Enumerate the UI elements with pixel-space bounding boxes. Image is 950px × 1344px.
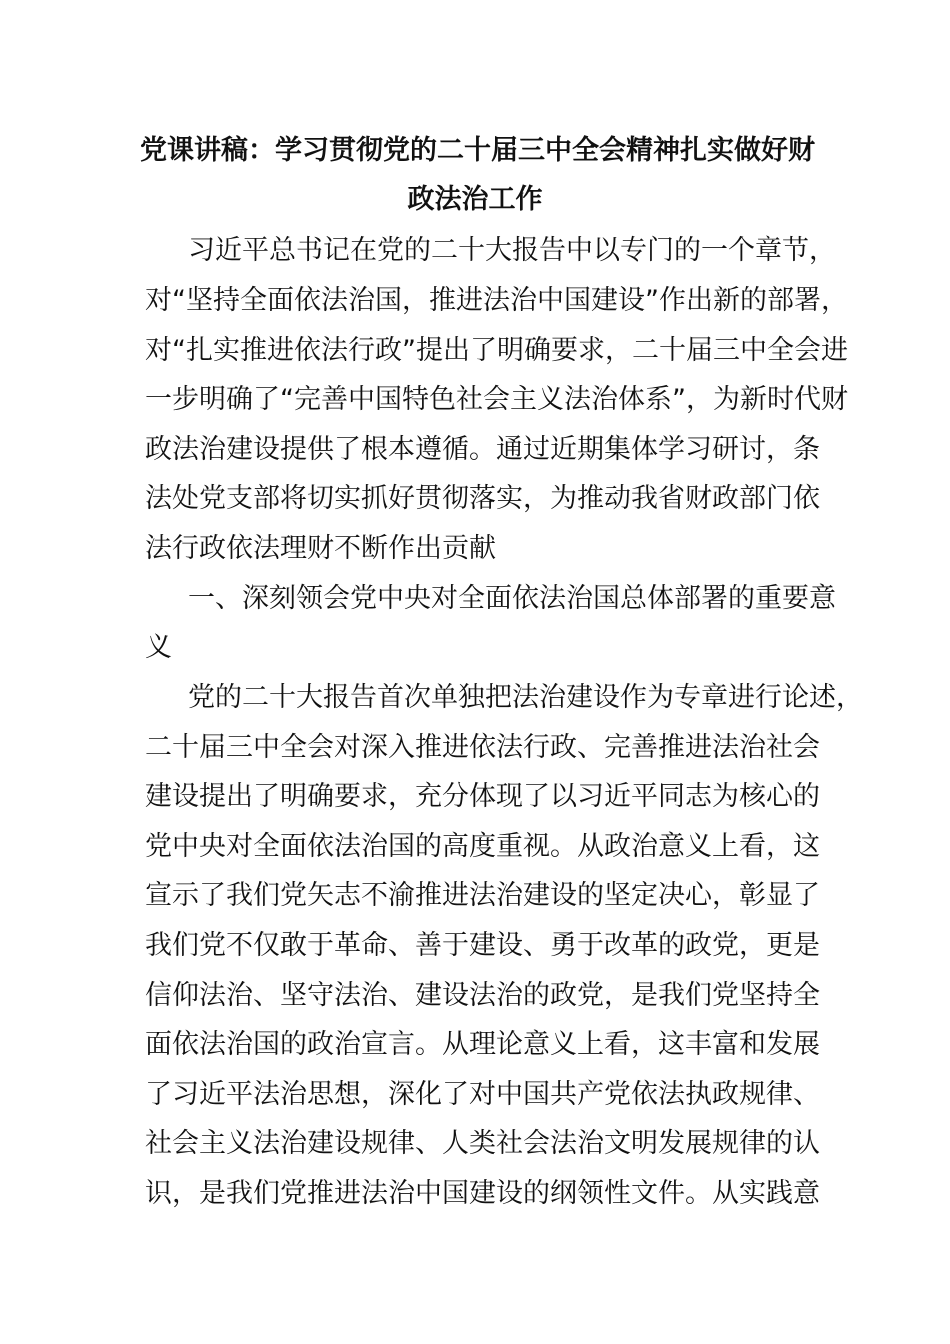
section-heading-line: 义 (145, 632, 172, 663)
paragraph-line: 对“坚持全面依法治国，推进法治中国建设”作出新的部署， (145, 285, 848, 316)
paragraph-line: 党中央对全面依法治国的高度重视。从政治意义上看，这 (145, 831, 820, 862)
paragraph-line: 我们党不仅敢于革命、善于建设、勇于改革的政党，更是 (145, 930, 820, 961)
paragraph-line: 建设提出了明确要求，充分体现了以习近平同志为核心的 (145, 781, 820, 812)
paragraph-line: 面依法治国的政治宣言。从理论意义上看，这丰富和发展 (145, 1029, 820, 1060)
paragraph-line: 法行政依法理财不断作出贡献 (145, 533, 496, 564)
paragraph-line: 宣示了我们党矢志不渝推进法治建设的坚定决心，彰显了 (145, 880, 820, 911)
paragraph-line: 政法治建设提供了根本遵循。通过近期集体学习研讨，条 (145, 434, 820, 465)
paragraph-line: 党的二十大报告首次单独把法治建设作为专章进行论述， (188, 682, 863, 713)
paragraph-line: 社会主义法治建设规律、人类社会法治文明发展规律的认 (145, 1128, 820, 1159)
paragraph-line: 信仰法治、坚守法治、建设法治的政党，是我们党坚持全 (145, 980, 820, 1011)
section-heading-line: 一、深刻领会党中央对全面依法治国总体部署的重要意 (188, 583, 836, 614)
document-title-line-2: 政法治工作 (407, 184, 543, 215)
paragraph-line: 习近平总书记在党的二十大报告中以专门的一个章节， (188, 235, 836, 266)
paragraph-line: 一步明确了“完善中国特色社会主义法治体系”，为新时代财 (145, 384, 848, 415)
document-title-line-1: 党课讲稿：学习贯彻党的二十届三中全会精神扎实做好财 (140, 135, 815, 166)
paragraph-line: 对“扎实推进依法行政”提出了明确要求，二十届三中全会进 (145, 335, 848, 366)
paragraph-line: 二十届三中全会对深入推进依法行政、完善推进法治社会 (145, 732, 820, 763)
paragraph-line: 了习近平法治思想，深化了对中国共产党依法执政规律、 (145, 1079, 820, 1110)
paragraph-line: 识，是我们党推进法治中国建设的纲领性文件。从实践意 (145, 1178, 820, 1209)
paragraph-line: 法处党支部将切实抓好贯彻落实，为推动我省财政部门依 (145, 483, 820, 514)
